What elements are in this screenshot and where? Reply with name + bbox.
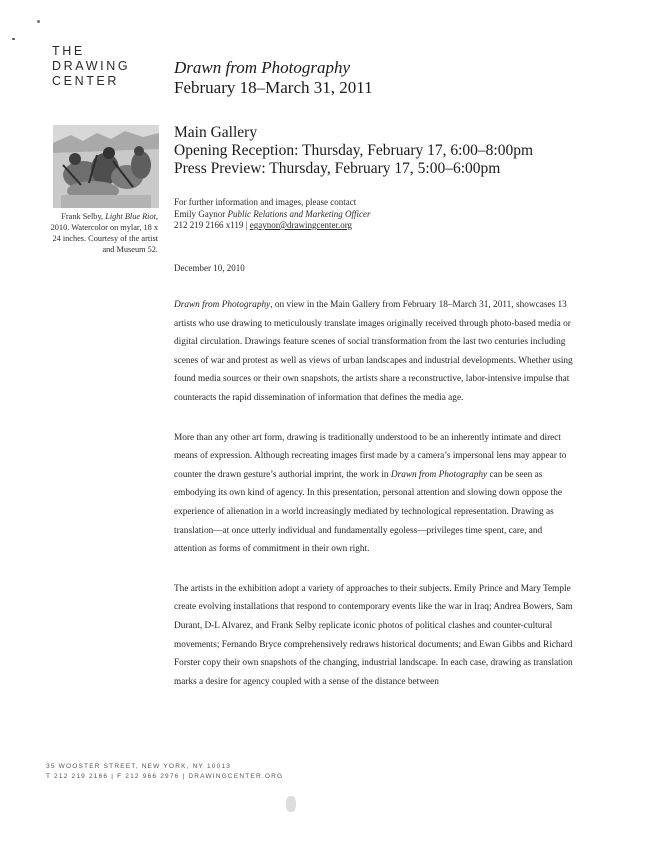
scan-speck — [12, 38, 15, 40]
paragraph-text: More than any other art form, drawing is traditionally understood to be an inherently intimate and direct means of expression. Although recreating images first made by a camera’s impersonal lens may appear to counter the drawn gesture’s authorial imprint, the work in — [174, 432, 567, 480]
gallery-info — [174, 124, 533, 178]
exhibition-title-inline: Drawn from Photography — [390, 469, 488, 480]
contact-email-link[interactable]: egaynor@drawingcenter.org — [249, 220, 353, 230]
caption-artist: Frank Selby, — [61, 212, 106, 221]
contact-phone: 212 219 2166 x119 | — [174, 220, 250, 230]
exhibition-title: Drawn from Photography — [174, 58, 350, 77]
image-caption — [46, 211, 158, 255]
scan-smudge — [286, 796, 296, 812]
body-paragraph: The artists in the exhibition adopt a variety of approaches to their subjects. Emily Prince and Mary Temple create evolving installations that respond to contemporary events like the war in Iraq; Andrea Bowers, Sam Durant, D-L Alvarez, and Frank Selby replicate iconic photos of political clashes and counter-cultural movements; Fernando Bryce comprehensively redraws historical documents; and Ewan Gibbs and Richard Forster copy their own snapshots of the changing, industrial landscape. In each case, drawing as translation marks a desire for agency coupled with a sense of the distance between — [174, 583, 573, 687]
contact-person: Emily Gaynor — [174, 208, 228, 219]
press-release-body — [174, 296, 576, 712]
contact-intro: For further information and images, please contact — [174, 197, 357, 207]
logo-line: THE — [52, 44, 85, 58]
scan-speck — [37, 20, 40, 23]
caption-details: , 2010. Watercolor on mylar, 18 x 24 inches. Courtesy of the artist and Museum 52. — [50, 212, 158, 254]
footer — [46, 762, 283, 782]
gallery-name: Main Gallery — [174, 124, 258, 141]
logo — [52, 44, 130, 89]
press-preview: Press Preview: Thursday, February 17, 5:00–6:00pm — [174, 160, 501, 177]
exhibition-dates: February 18–March 31, 2011 — [174, 78, 373, 97]
body-paragraph — [174, 296, 576, 408]
caption-work-title: Light Blue Riot — [105, 212, 156, 221]
contact-role: Public Relations and Marketing Officer — [227, 208, 371, 219]
release-date: December 10, 2010 — [174, 263, 245, 273]
contact-phone-line — [174, 220, 370, 232]
contact-person-line — [174, 209, 370, 221]
body-paragraph — [174, 429, 576, 559]
logo-line: CENTER — [52, 74, 119, 88]
footer-contact: T 212 219 2166 | F 212 966 2976 | DRAWINGCENTER.ORG — [46, 773, 284, 780]
exhibition-title-inline: Drawn from Photography — [174, 300, 271, 310]
paragraph-text: , on view in the Main Gallery from February 18–March 31, 2011, showcases 13 artists who use drawing to meticulously translate images originally received through photo-based media or digital circulation. Drawings feature scenes of social transformation from the last two centuries including scenes of war and protest as well as views of urban landscapes and industrial developments. Whether using found media sources or their own snapshots, the artists share a reconstructive, labor-intensive impulse that counteracts the rapid dissemination of information that defines the media age. — [174, 300, 573, 403]
riot-drawing-image — [53, 125, 159, 208]
paragraph-text: can be seen as embodying its own kind of agency. In this presentation, personal attention and slowing down oppose the experience of alienation in a world increasingly mediated by technological representation. Drawing as translation—at once utterly individual and fundamentally egoless—privileges time spent, care, and attention as forms of commitment in their own right. — [174, 469, 562, 555]
footer-address: 35 WOOSTER STREET, NEW YORK, NY 10013 — [46, 763, 232, 770]
artwork-image — [53, 125, 159, 208]
contact-info — [174, 197, 370, 232]
opening-reception: Opening Reception: Thursday, February 17, 6:00–8:00pm — [174, 142, 534, 159]
logo-line: DRAWING — [52, 59, 131, 73]
